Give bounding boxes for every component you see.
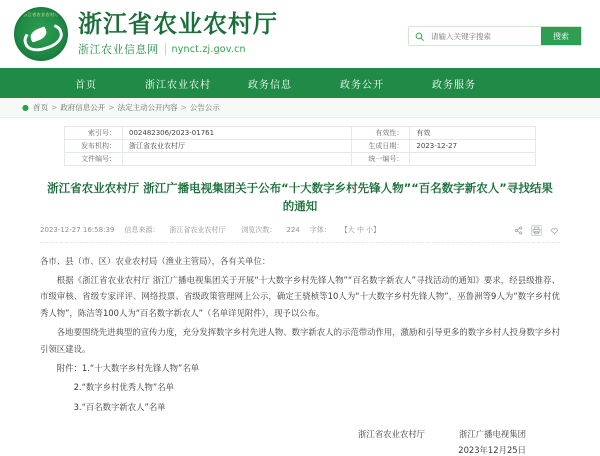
search-icon — [409, 27, 429, 45]
article-actions — [513, 225, 560, 236]
paragraph-closing: 各地要围绕先进典型的宣传力度，充分发挥数字乡村先进人物、数字新农人的示范带动作用，激励和引导更多的数字乡村人投身数字乡村引领区建设。 — [40, 327, 560, 354]
meta-key-created: 生成日期： — [352, 140, 410, 153]
print-icon[interactable] — [531, 225, 542, 236]
signature-block — [40, 427, 560, 443]
meta-key-publisher: 发布机构： — [65, 140, 123, 153]
article-meta-right — [241, 225, 380, 235]
table-row — [65, 153, 536, 166]
meta-value-unifiednumber — [410, 153, 536, 166]
attachment-item-1[interactable]: 附件：1.“十大数字乡村先锋人物”名单 — [56, 362, 200, 373]
breadcrumb-separator: > — [50, 103, 58, 112]
article-meta-bar — [40, 225, 560, 243]
site-header — [0, 0, 600, 68]
article-body — [40, 253, 560, 416]
site-domain: nynct.zj.gov.cn — [171, 43, 246, 55]
nav-item-home[interactable]: 首页 — [75, 79, 97, 91]
search-input[interactable] — [429, 27, 541, 45]
meta-key-unifiednumber: 统一编号： — [352, 153, 410, 166]
views-label: 浏览次数： — [241, 226, 277, 235]
paragraph-salutation: 各市、县（市、区）农业农村局（渔业主管局），各有关单位： — [40, 255, 271, 266]
site-title-block — [78, 8, 278, 57]
nav-item-gov-open[interactable]: 政务公开 — [340, 79, 384, 91]
breadcrumb-separator: > — [108, 103, 115, 112]
table-row — [65, 140, 536, 153]
fontsize-options[interactable]: 【大 中 小】 — [340, 226, 381, 235]
site-subtitle-cn: 浙江农业信息网 — [78, 43, 159, 57]
location-pin-icon: ● — [22, 103, 29, 112]
search-button[interactable]: 搜索 — [541, 27, 581, 45]
breadcrumb-item-gov-open[interactable]: 政府信息公开 — [60, 103, 106, 112]
signer-2: 浙江广播电视集团 — [459, 429, 526, 440]
views-count: 224 — [286, 226, 300, 235]
source-label: 信息来源： — [124, 226, 160, 235]
site-subtitle-row — [78, 41, 278, 57]
breadcrumb-separator: > — [180, 103, 187, 112]
publish-time: 2023-12-27 16:58:39 — [40, 226, 115, 235]
signer-1: 浙江省农业农村厅 — [358, 429, 425, 440]
paragraph-main: 根据《浙江省农业农村厅 浙江广播电视集团关于开展“十大数字乡村先锋人物”“百名数字新农人”寻找活动的通知》要求，经县级推荐、市级审核、省级专家评评、网络投票、省级政策管理网上公示，确定王骁桢等10人为“十大数字乡村先锋人物”，巫鲁洲等9人为“数字乡村优秀人物”，陈洁等100人为“百名数字新农人”（名单详见附件），现予以公布。 — [40, 275, 560, 318]
page-title: 浙江省农业农村厅 浙江广播电视集团关于公布“十大数字乡村先锋人物”“百名数字新农人”寻找结果的通知 — [47, 181, 553, 213]
breadcrumb — [0, 98, 600, 118]
site-title: 浙江省农业农村厅 — [78, 8, 278, 38]
meta-value-docnumber — [123, 153, 352, 166]
search-bar[interactable] — [408, 26, 582, 46]
document-meta-table — [64, 126, 536, 166]
nav-item-gov-info[interactable]: 政务信息 — [248, 79, 292, 91]
attachment-item-2[interactable]: 2.“数字乡村优秀人物”名单 — [73, 382, 175, 393]
breadcrumb-item-notice[interactable]: 公告公示 — [189, 103, 220, 112]
breadcrumb-item-home[interactable]: 首页 — [32, 103, 48, 112]
main-nav — [0, 68, 600, 98]
meta-key-validity: 有效性： — [352, 127, 410, 140]
share-icon[interactable] — [513, 225, 524, 236]
meta-value-created: 2023-12-27 — [410, 140, 536, 153]
article — [0, 180, 600, 456]
meta-value-index: 002482306/2023-01761 — [123, 127, 352, 140]
site-logo — [14, 7, 68, 61]
favorite-icon[interactable] — [549, 225, 560, 236]
meta-value-publisher: 浙江省农业农村厅 — [123, 140, 352, 153]
logo-band-text: 浙江省农业农村厅 — [23, 12, 59, 17]
source-value: 浙江省农业农村厅 — [169, 226, 226, 235]
subtitle-divider — [165, 43, 166, 55]
meta-key-docnumber: 文件编号： — [65, 153, 123, 166]
breadcrumb-item-statutory[interactable]: 法定主动公开内容 — [117, 103, 178, 112]
nav-item-gov-service[interactable]: 政务服务 — [432, 79, 476, 91]
attachment-item-3[interactable]: 3.“百名数字新农人”名单 — [73, 401, 166, 412]
table-row — [65, 127, 536, 140]
signature-date: 2023年12月25日 — [458, 445, 526, 456]
meta-key-index: 索引号： — [65, 127, 123, 140]
fontsize-label: 字体： — [309, 226, 331, 235]
nav-item-agriculture[interactable]: 浙江农业农村 — [145, 79, 211, 91]
meta-value-validity: 有效 — [410, 127, 536, 140]
article-meta-left — [40, 225, 225, 235]
